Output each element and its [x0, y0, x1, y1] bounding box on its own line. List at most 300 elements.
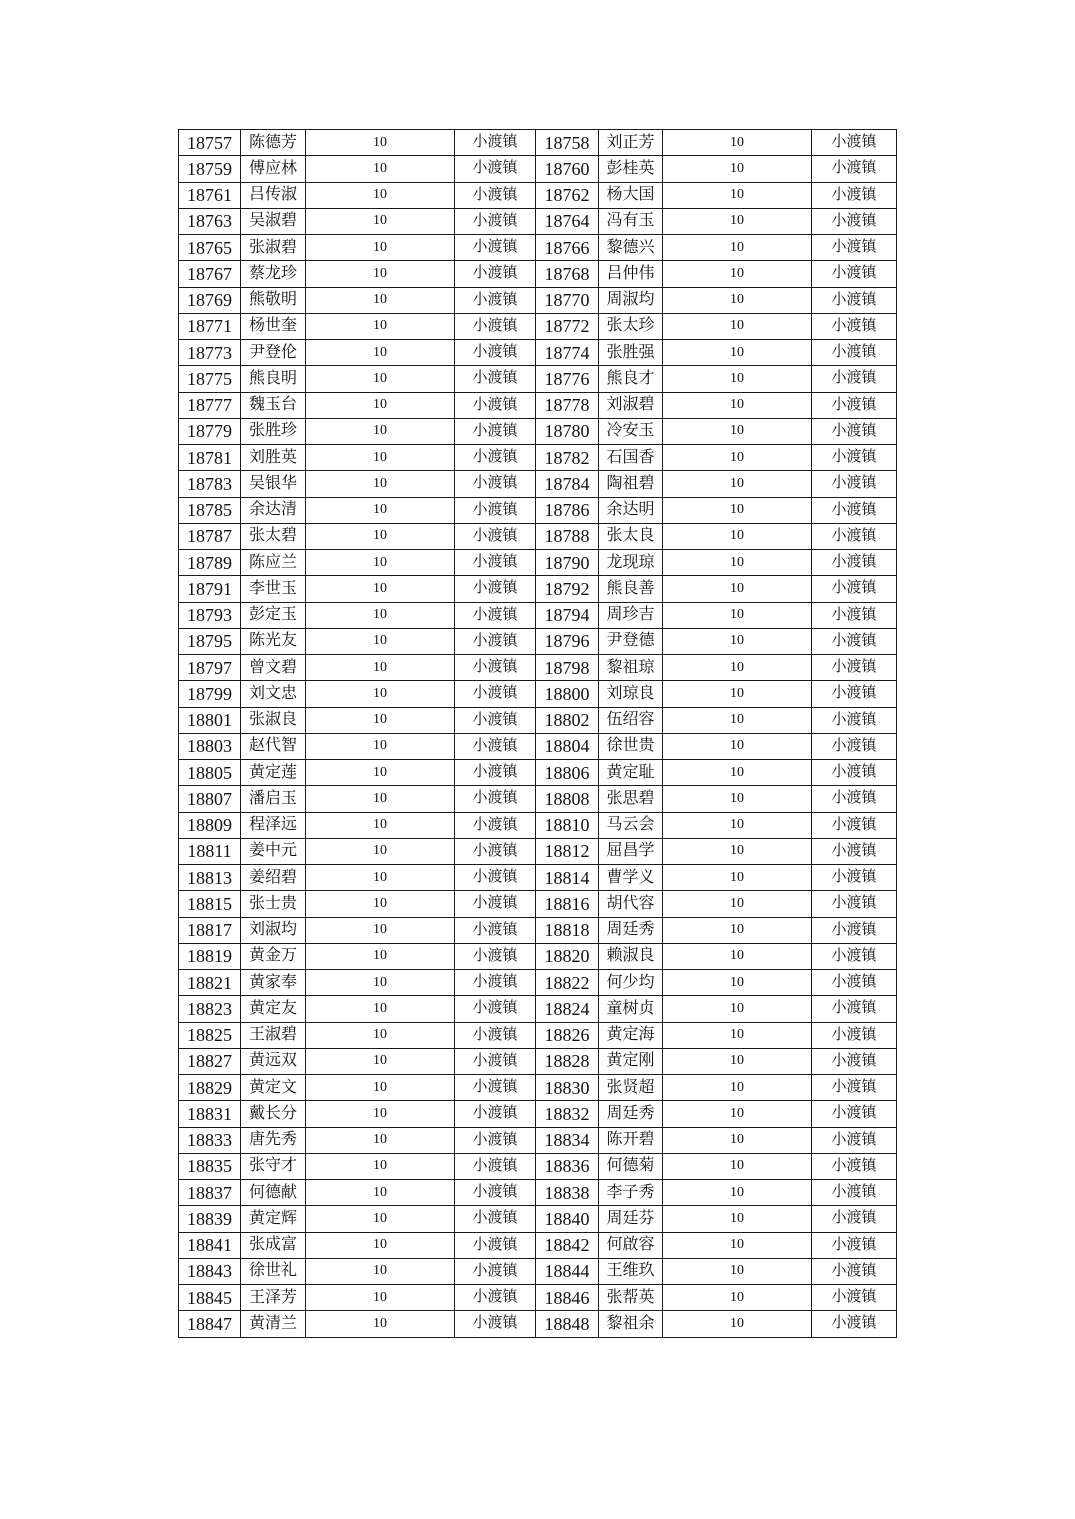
person-name-cell: 周淑均 — [599, 287, 663, 313]
person-name-cell: 周廷芬 — [599, 1206, 663, 1232]
amount-cell: 10 — [306, 261, 455, 287]
record-id-cell: 18840 — [536, 1206, 599, 1232]
amount-cell: 10 — [663, 1285, 812, 1311]
town-name-cell: 小渡镇 — [455, 1180, 536, 1206]
amount-cell: 10 — [306, 812, 455, 838]
table-row — [179, 340, 897, 366]
town-name-cell: 小渡镇 — [455, 182, 536, 208]
town-name-cell: 小渡镇 — [812, 471, 897, 497]
table-row — [179, 235, 897, 261]
record-id-cell: 18829 — [179, 1075, 241, 1101]
amount-cell: 10 — [663, 628, 812, 654]
amount-cell: 10 — [663, 943, 812, 969]
record-id-cell: 18788 — [536, 523, 599, 549]
table-row — [179, 261, 897, 287]
person-name-cell: 姜中元 — [241, 838, 306, 864]
amount-cell: 10 — [663, 996, 812, 1022]
town-name-cell: 小渡镇 — [455, 1075, 536, 1101]
person-name-cell: 吴银华 — [241, 471, 306, 497]
person-name-cell: 吴淑碧 — [241, 208, 306, 234]
amount-cell: 10 — [306, 1311, 455, 1337]
record-id-cell: 18796 — [536, 628, 599, 654]
record-id-cell: 18764 — [536, 208, 599, 234]
table-row — [179, 1075, 897, 1101]
table-row — [179, 156, 897, 182]
amount-cell: 10 — [663, 1206, 812, 1232]
amount-cell: 10 — [306, 917, 455, 943]
amount-cell: 10 — [663, 366, 812, 392]
record-id-cell: 18843 — [179, 1258, 241, 1284]
person-name-cell: 曹学义 — [599, 865, 663, 891]
person-name-cell: 蔡龙珍 — [241, 261, 306, 287]
person-name-cell: 黄清兰 — [241, 1311, 306, 1337]
record-id-cell: 18815 — [179, 891, 241, 917]
town-name-cell: 小渡镇 — [455, 812, 536, 838]
town-name-cell: 小渡镇 — [455, 392, 536, 418]
record-id-cell: 18790 — [536, 550, 599, 576]
person-name-cell: 张胜珍 — [241, 418, 306, 444]
person-name-cell: 熊良善 — [599, 576, 663, 602]
town-name-cell: 小渡镇 — [455, 576, 536, 602]
record-id-cell: 18766 — [536, 235, 599, 261]
record-id-cell: 18791 — [179, 576, 241, 602]
amount-cell: 10 — [306, 287, 455, 313]
town-name-cell: 小渡镇 — [812, 1285, 897, 1311]
town-name-cell: 小渡镇 — [455, 445, 536, 471]
record-id-cell: 18809 — [179, 812, 241, 838]
table-row — [179, 208, 897, 234]
town-name-cell: 小渡镇 — [812, 1206, 897, 1232]
town-name-cell: 小渡镇 — [455, 1127, 536, 1153]
amount-cell: 10 — [663, 707, 812, 733]
record-id-cell: 18773 — [179, 340, 241, 366]
town-name-cell: 小渡镇 — [812, 1127, 897, 1153]
record-id-cell: 18818 — [536, 917, 599, 943]
table-row — [179, 996, 897, 1022]
amount-cell: 10 — [306, 602, 455, 628]
record-id-cell: 18780 — [536, 418, 599, 444]
town-name-cell: 小渡镇 — [812, 970, 897, 996]
record-id-cell: 18798 — [536, 655, 599, 681]
person-name-cell: 刘淑碧 — [599, 392, 663, 418]
table-row — [179, 1127, 897, 1153]
person-name-cell: 黎祖琼 — [599, 655, 663, 681]
person-name-cell: 张太良 — [599, 523, 663, 549]
town-name-cell: 小渡镇 — [455, 760, 536, 786]
table-row — [179, 418, 897, 444]
person-name-cell: 赵代智 — [241, 733, 306, 759]
person-name-cell: 余达清 — [241, 497, 306, 523]
town-name-cell: 小渡镇 — [812, 1075, 897, 1101]
amount-cell: 10 — [306, 707, 455, 733]
record-id-cell: 18759 — [179, 156, 241, 182]
person-name-cell: 熊良明 — [241, 366, 306, 392]
amount-cell: 10 — [306, 1022, 455, 1048]
town-name-cell: 小渡镇 — [455, 1206, 536, 1232]
person-name-cell: 魏玉台 — [241, 392, 306, 418]
record-id-cell: 18841 — [179, 1232, 241, 1258]
person-name-cell: 黄定耻 — [599, 760, 663, 786]
record-id-cell: 18825 — [179, 1022, 241, 1048]
amount-cell: 10 — [306, 996, 455, 1022]
table-row — [179, 287, 897, 313]
record-id-cell: 18846 — [536, 1285, 599, 1311]
amount-cell: 10 — [306, 1101, 455, 1127]
record-id-cell: 18830 — [536, 1075, 599, 1101]
town-name-cell: 小渡镇 — [455, 1101, 536, 1127]
town-name-cell: 小渡镇 — [455, 970, 536, 996]
town-name-cell: 小渡镇 — [812, 313, 897, 339]
person-name-cell: 吕仲伟 — [599, 261, 663, 287]
table-row — [179, 182, 897, 208]
town-name-cell: 小渡镇 — [812, 1153, 897, 1179]
record-id-cell: 18826 — [536, 1022, 599, 1048]
town-name-cell: 小渡镇 — [455, 707, 536, 733]
town-name-cell: 小渡镇 — [455, 418, 536, 444]
town-name-cell: 小渡镇 — [812, 235, 897, 261]
record-id-cell: 18839 — [179, 1206, 241, 1232]
person-name-cell: 陈开碧 — [599, 1127, 663, 1153]
amount-cell: 10 — [663, 891, 812, 917]
person-name-cell: 杨世奎 — [241, 313, 306, 339]
town-name-cell: 小渡镇 — [812, 1311, 897, 1337]
town-name-cell: 小渡镇 — [455, 340, 536, 366]
amount-cell: 10 — [306, 838, 455, 864]
town-name-cell: 小渡镇 — [455, 471, 536, 497]
person-name-cell: 周廷秀 — [599, 1101, 663, 1127]
town-name-cell: 小渡镇 — [812, 445, 897, 471]
amount-cell: 10 — [663, 156, 812, 182]
table-row — [179, 970, 897, 996]
person-name-cell: 彭定玉 — [241, 602, 306, 628]
amount-cell: 10 — [663, 1022, 812, 1048]
town-name-cell: 小渡镇 — [455, 497, 536, 523]
record-id-cell: 18835 — [179, 1153, 241, 1179]
record-id-cell: 18772 — [536, 313, 599, 339]
town-name-cell: 小渡镇 — [812, 628, 897, 654]
record-id-cell: 18792 — [536, 576, 599, 602]
amount-cell: 10 — [663, 576, 812, 602]
amount-cell: 10 — [306, 760, 455, 786]
amount-cell: 10 — [663, 418, 812, 444]
amount-cell: 10 — [663, 523, 812, 549]
record-id-cell: 18784 — [536, 471, 599, 497]
amount-cell: 10 — [306, 1180, 455, 1206]
record-id-cell: 18807 — [179, 786, 241, 812]
record-id-cell: 18805 — [179, 760, 241, 786]
record-id-cell: 18833 — [179, 1127, 241, 1153]
town-name-cell: 小渡镇 — [812, 707, 897, 733]
record-id-cell: 18821 — [179, 970, 241, 996]
amount-cell: 10 — [663, 655, 812, 681]
person-name-cell: 张淑碧 — [241, 235, 306, 261]
record-id-cell: 18813 — [179, 865, 241, 891]
person-name-cell: 黄定莲 — [241, 760, 306, 786]
amount-cell: 10 — [306, 1232, 455, 1258]
person-name-cell: 马云会 — [599, 812, 663, 838]
record-id-cell: 18779 — [179, 418, 241, 444]
town-name-cell: 小渡镇 — [812, 130, 897, 156]
town-name-cell: 小渡镇 — [455, 681, 536, 707]
amount-cell: 10 — [306, 130, 455, 156]
person-name-cell: 王维玖 — [599, 1258, 663, 1284]
person-name-cell: 唐先秀 — [241, 1127, 306, 1153]
town-name-cell: 小渡镇 — [812, 418, 897, 444]
person-name-cell: 黎德兴 — [599, 235, 663, 261]
amount-cell: 10 — [663, 1311, 812, 1337]
amount-cell: 10 — [663, 786, 812, 812]
record-id-cell: 18810 — [536, 812, 599, 838]
amount-cell: 10 — [306, 392, 455, 418]
person-name-cell: 余达明 — [599, 497, 663, 523]
town-name-cell: 小渡镇 — [812, 865, 897, 891]
person-name-cell: 伍绍容 — [599, 707, 663, 733]
person-name-cell: 张士贵 — [241, 891, 306, 917]
town-name-cell: 小渡镇 — [812, 208, 897, 234]
town-name-cell: 小渡镇 — [455, 1048, 536, 1074]
person-name-cell: 刘文忠 — [241, 681, 306, 707]
record-id-cell: 18774 — [536, 340, 599, 366]
person-name-cell: 黄定辉 — [241, 1206, 306, 1232]
person-name-cell: 龙现琼 — [599, 550, 663, 576]
record-id-cell: 18775 — [179, 366, 241, 392]
person-name-cell: 何德献 — [241, 1180, 306, 1206]
table-row — [179, 550, 897, 576]
town-name-cell: 小渡镇 — [455, 235, 536, 261]
table-row — [179, 313, 897, 339]
record-id-cell: 18801 — [179, 707, 241, 733]
amount-cell: 10 — [663, 445, 812, 471]
person-name-cell: 彭桂英 — [599, 156, 663, 182]
record-id-cell: 18816 — [536, 891, 599, 917]
amount-cell: 10 — [663, 208, 812, 234]
amount-cell: 10 — [663, 1258, 812, 1284]
amount-cell: 10 — [663, 287, 812, 313]
amount-cell: 10 — [663, 182, 812, 208]
person-name-cell: 李世玉 — [241, 576, 306, 602]
town-name-cell: 小渡镇 — [812, 182, 897, 208]
person-name-cell: 张胜强 — [599, 340, 663, 366]
amount-cell: 10 — [306, 523, 455, 549]
town-name-cell: 小渡镇 — [455, 156, 536, 182]
town-name-cell: 小渡镇 — [812, 943, 897, 969]
person-name-cell: 黄定文 — [241, 1075, 306, 1101]
town-name-cell: 小渡镇 — [455, 891, 536, 917]
amount-cell: 10 — [663, 681, 812, 707]
record-id-cell: 18832 — [536, 1101, 599, 1127]
table-row — [179, 1048, 897, 1074]
person-name-cell: 杨大国 — [599, 182, 663, 208]
record-id-cell: 18758 — [536, 130, 599, 156]
record-id-cell: 18803 — [179, 733, 241, 759]
person-name-cell: 程泽远 — [241, 812, 306, 838]
record-id-cell: 18819 — [179, 943, 241, 969]
town-name-cell: 小渡镇 — [455, 628, 536, 654]
amount-cell: 10 — [663, 812, 812, 838]
town-name-cell: 小渡镇 — [812, 366, 897, 392]
record-id-cell: 18812 — [536, 838, 599, 864]
amount-cell: 10 — [663, 1101, 812, 1127]
town-name-cell: 小渡镇 — [812, 1258, 897, 1284]
table-row — [179, 497, 897, 523]
person-name-cell: 冯有玉 — [599, 208, 663, 234]
record-id-cell: 18776 — [536, 366, 599, 392]
record-id-cell: 18831 — [179, 1101, 241, 1127]
person-name-cell: 黄定海 — [599, 1022, 663, 1048]
town-name-cell: 小渡镇 — [455, 313, 536, 339]
town-name-cell: 小渡镇 — [455, 130, 536, 156]
record-id-cell: 18770 — [536, 287, 599, 313]
table-row — [179, 1022, 897, 1048]
table-row — [179, 865, 897, 891]
amount-cell: 10 — [306, 733, 455, 759]
record-id-cell: 18824 — [536, 996, 599, 1022]
table-row — [179, 891, 897, 917]
town-name-cell: 小渡镇 — [455, 865, 536, 891]
town-name-cell: 小渡镇 — [812, 523, 897, 549]
person-name-cell: 徐世贵 — [599, 733, 663, 759]
record-id-cell: 18842 — [536, 1232, 599, 1258]
amount-cell: 10 — [306, 366, 455, 392]
town-name-cell: 小渡镇 — [455, 1258, 536, 1284]
record-id-cell: 18808 — [536, 786, 599, 812]
table-row — [179, 1206, 897, 1232]
record-id-cell: 18837 — [179, 1180, 241, 1206]
person-name-cell: 黄金万 — [241, 943, 306, 969]
table-row — [179, 392, 897, 418]
amount-cell: 10 — [663, 497, 812, 523]
person-name-cell: 张贤超 — [599, 1075, 663, 1101]
town-name-cell: 小渡镇 — [455, 602, 536, 628]
record-id-cell: 18783 — [179, 471, 241, 497]
amount-cell: 10 — [663, 1153, 812, 1179]
person-name-cell: 陈光友 — [241, 628, 306, 654]
person-name-cell: 熊良才 — [599, 366, 663, 392]
record-id-cell: 18811 — [179, 838, 241, 864]
amount-cell: 10 — [306, 418, 455, 444]
record-id-cell: 18789 — [179, 550, 241, 576]
person-name-cell: 王泽芳 — [241, 1285, 306, 1311]
record-id-cell: 18834 — [536, 1127, 599, 1153]
amount-cell: 10 — [306, 1075, 455, 1101]
amount-cell: 10 — [306, 891, 455, 917]
table-row — [179, 1101, 897, 1127]
record-id-cell: 18823 — [179, 996, 241, 1022]
person-name-cell: 黄家奉 — [241, 970, 306, 996]
person-name-cell: 张帮英 — [599, 1285, 663, 1311]
table-row — [179, 576, 897, 602]
town-name-cell: 小渡镇 — [455, 208, 536, 234]
amount-cell: 10 — [663, 917, 812, 943]
town-name-cell: 小渡镇 — [455, 287, 536, 313]
person-name-cell: 吕传淑 — [241, 182, 306, 208]
record-id-cell: 18777 — [179, 392, 241, 418]
record-id-cell: 18817 — [179, 917, 241, 943]
amount-cell: 10 — [306, 182, 455, 208]
amount-cell: 10 — [306, 313, 455, 339]
record-id-cell: 18757 — [179, 130, 241, 156]
record-id-cell: 18761 — [179, 182, 241, 208]
person-name-cell: 张太珍 — [599, 313, 663, 339]
amount-cell: 10 — [306, 576, 455, 602]
amount-cell: 10 — [306, 681, 455, 707]
town-name-cell: 小渡镇 — [455, 733, 536, 759]
town-name-cell: 小渡镇 — [812, 576, 897, 602]
amount-cell: 10 — [663, 1048, 812, 1074]
person-name-cell: 何啟容 — [599, 1232, 663, 1258]
amount-cell: 10 — [306, 865, 455, 891]
person-name-cell: 刘正芳 — [599, 130, 663, 156]
town-name-cell: 小渡镇 — [455, 996, 536, 1022]
person-name-cell: 黄远双 — [241, 1048, 306, 1074]
table-row — [179, 655, 897, 681]
town-name-cell: 小渡镇 — [812, 917, 897, 943]
record-id-cell: 18793 — [179, 602, 241, 628]
town-name-cell: 小渡镇 — [812, 812, 897, 838]
amount-cell: 10 — [663, 313, 812, 339]
person-name-cell: 赖淑良 — [599, 943, 663, 969]
person-name-cell: 屈昌学 — [599, 838, 663, 864]
amount-cell: 10 — [306, 497, 455, 523]
amount-cell: 10 — [306, 943, 455, 969]
record-id-cell: 18794 — [536, 602, 599, 628]
person-name-cell: 何少均 — [599, 970, 663, 996]
town-name-cell: 小渡镇 — [812, 891, 897, 917]
record-id-cell: 18838 — [536, 1180, 599, 1206]
town-name-cell: 小渡镇 — [812, 497, 897, 523]
person-name-cell: 石国香 — [599, 445, 663, 471]
town-name-cell: 小渡镇 — [812, 786, 897, 812]
record-id-cell: 18828 — [536, 1048, 599, 1074]
person-name-cell: 张淑良 — [241, 707, 306, 733]
town-name-cell: 小渡镇 — [812, 392, 897, 418]
town-name-cell: 小渡镇 — [812, 287, 897, 313]
person-name-cell: 黄定刚 — [599, 1048, 663, 1074]
record-id-cell: 18771 — [179, 313, 241, 339]
table-row — [179, 523, 897, 549]
amount-cell: 10 — [306, 208, 455, 234]
amount-cell: 10 — [663, 733, 812, 759]
table-row — [179, 471, 897, 497]
amount-cell: 10 — [306, 1153, 455, 1179]
town-name-cell: 小渡镇 — [455, 786, 536, 812]
amount-cell: 10 — [663, 760, 812, 786]
record-id-cell: 18799 — [179, 681, 241, 707]
record-id-cell: 18765 — [179, 235, 241, 261]
person-name-cell: 黎祖余 — [599, 1311, 663, 1337]
table-row — [179, 1311, 897, 1337]
amount-cell: 10 — [663, 970, 812, 996]
person-name-cell: 何德菊 — [599, 1153, 663, 1179]
town-name-cell: 小渡镇 — [812, 1232, 897, 1258]
record-id-cell: 18814 — [536, 865, 599, 891]
amount-cell: 10 — [663, 1180, 812, 1206]
town-name-cell: 小渡镇 — [812, 838, 897, 864]
town-name-cell: 小渡镇 — [812, 261, 897, 287]
town-name-cell: 小渡镇 — [812, 733, 897, 759]
town-name-cell: 小渡镇 — [812, 655, 897, 681]
person-name-cell: 姜绍碧 — [241, 865, 306, 891]
record-id-cell: 18795 — [179, 628, 241, 654]
amount-cell: 10 — [663, 602, 812, 628]
person-name-cell: 曾文碧 — [241, 655, 306, 681]
person-name-cell: 刘淑均 — [241, 917, 306, 943]
amount-cell: 10 — [306, 1258, 455, 1284]
record-id-cell: 18786 — [536, 497, 599, 523]
town-name-cell: 小渡镇 — [812, 681, 897, 707]
person-name-cell: 周珍吉 — [599, 602, 663, 628]
record-id-cell: 18781 — [179, 445, 241, 471]
